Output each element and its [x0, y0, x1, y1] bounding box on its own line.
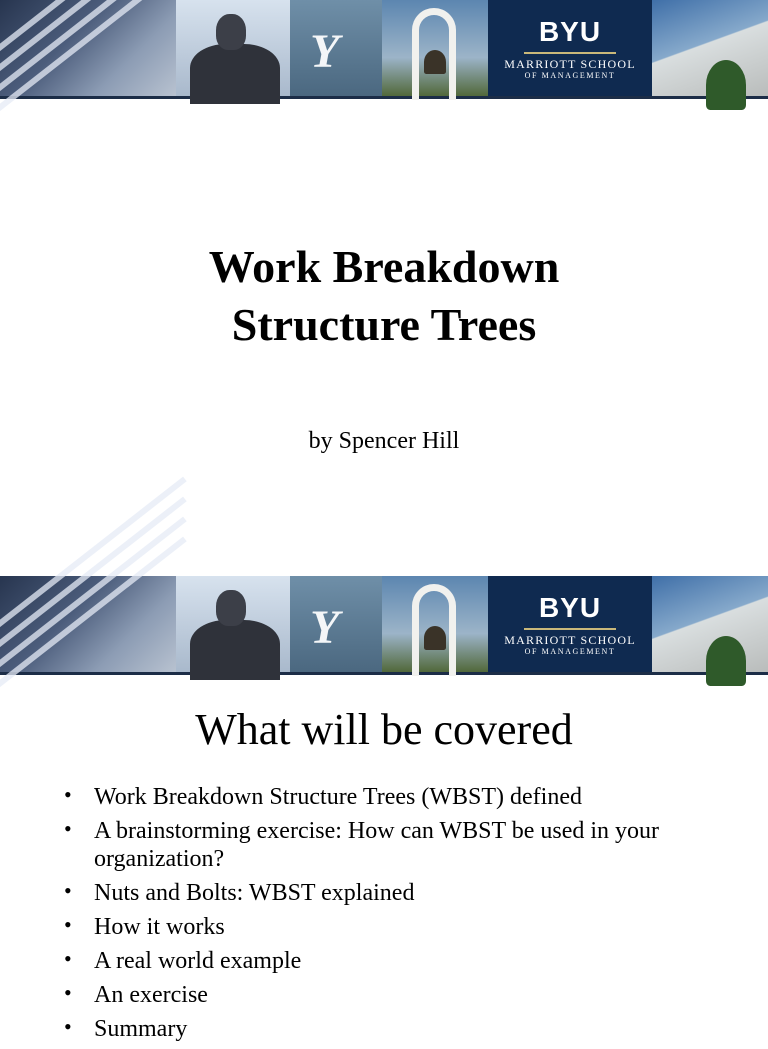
bell-tower-photo	[382, 0, 488, 96]
slide-title: What will be covered	[195, 705, 573, 754]
building-photo	[0, 0, 176, 96]
statue-photo	[176, 0, 290, 96]
byu-banner	[0, 0, 768, 99]
bullet-icon: •	[64, 980, 72, 1005]
y-mountain-photo: Y	[290, 576, 382, 672]
list-item: • A brainstorming exercise: How can WBST be used in your organization?	[64, 816, 660, 872]
list-item: • Nuts and Bolts: WBST explained	[64, 878, 415, 906]
list-item: • An exercise	[64, 980, 208, 1008]
bullet-icon: •	[64, 1014, 72, 1039]
byu-marriott-logo: BYU MARRIOTT SCHOOL OF MANAGEMENT	[488, 576, 652, 672]
slide-2	[0, 576, 768, 1042]
bullet-icon: •	[64, 816, 72, 841]
byu-banner	[0, 576, 768, 675]
bullet-icon: •	[64, 912, 72, 937]
author-byline: by Spencer Hill	[308, 428, 460, 454]
y-mountain-photo: Y	[290, 0, 382, 96]
list-item: • A real world example	[64, 946, 302, 974]
tower-photo	[652, 0, 768, 96]
bullet-list	[62, 783, 742, 1049]
building-photo	[0, 576, 176, 672]
bell-tower-photo	[382, 576, 488, 672]
bullet-icon: •	[64, 878, 72, 903]
list-item: • How it works	[64, 912, 225, 940]
statue-photo	[176, 576, 290, 672]
tower-photo	[652, 576, 768, 672]
byu-marriott-logo: BYU MARRIOTT SCHOOL OF MANAGEMENT	[488, 0, 652, 96]
list-item: • Work Breakdown Structure Trees (WBST) defined	[64, 782, 582, 810]
bullet-icon: •	[64, 946, 72, 971]
list-item: • Summary	[64, 1014, 188, 1042]
bullet-icon: •	[64, 782, 72, 807]
slide-title: Work Breakdown Structure Trees	[208, 241, 560, 350]
